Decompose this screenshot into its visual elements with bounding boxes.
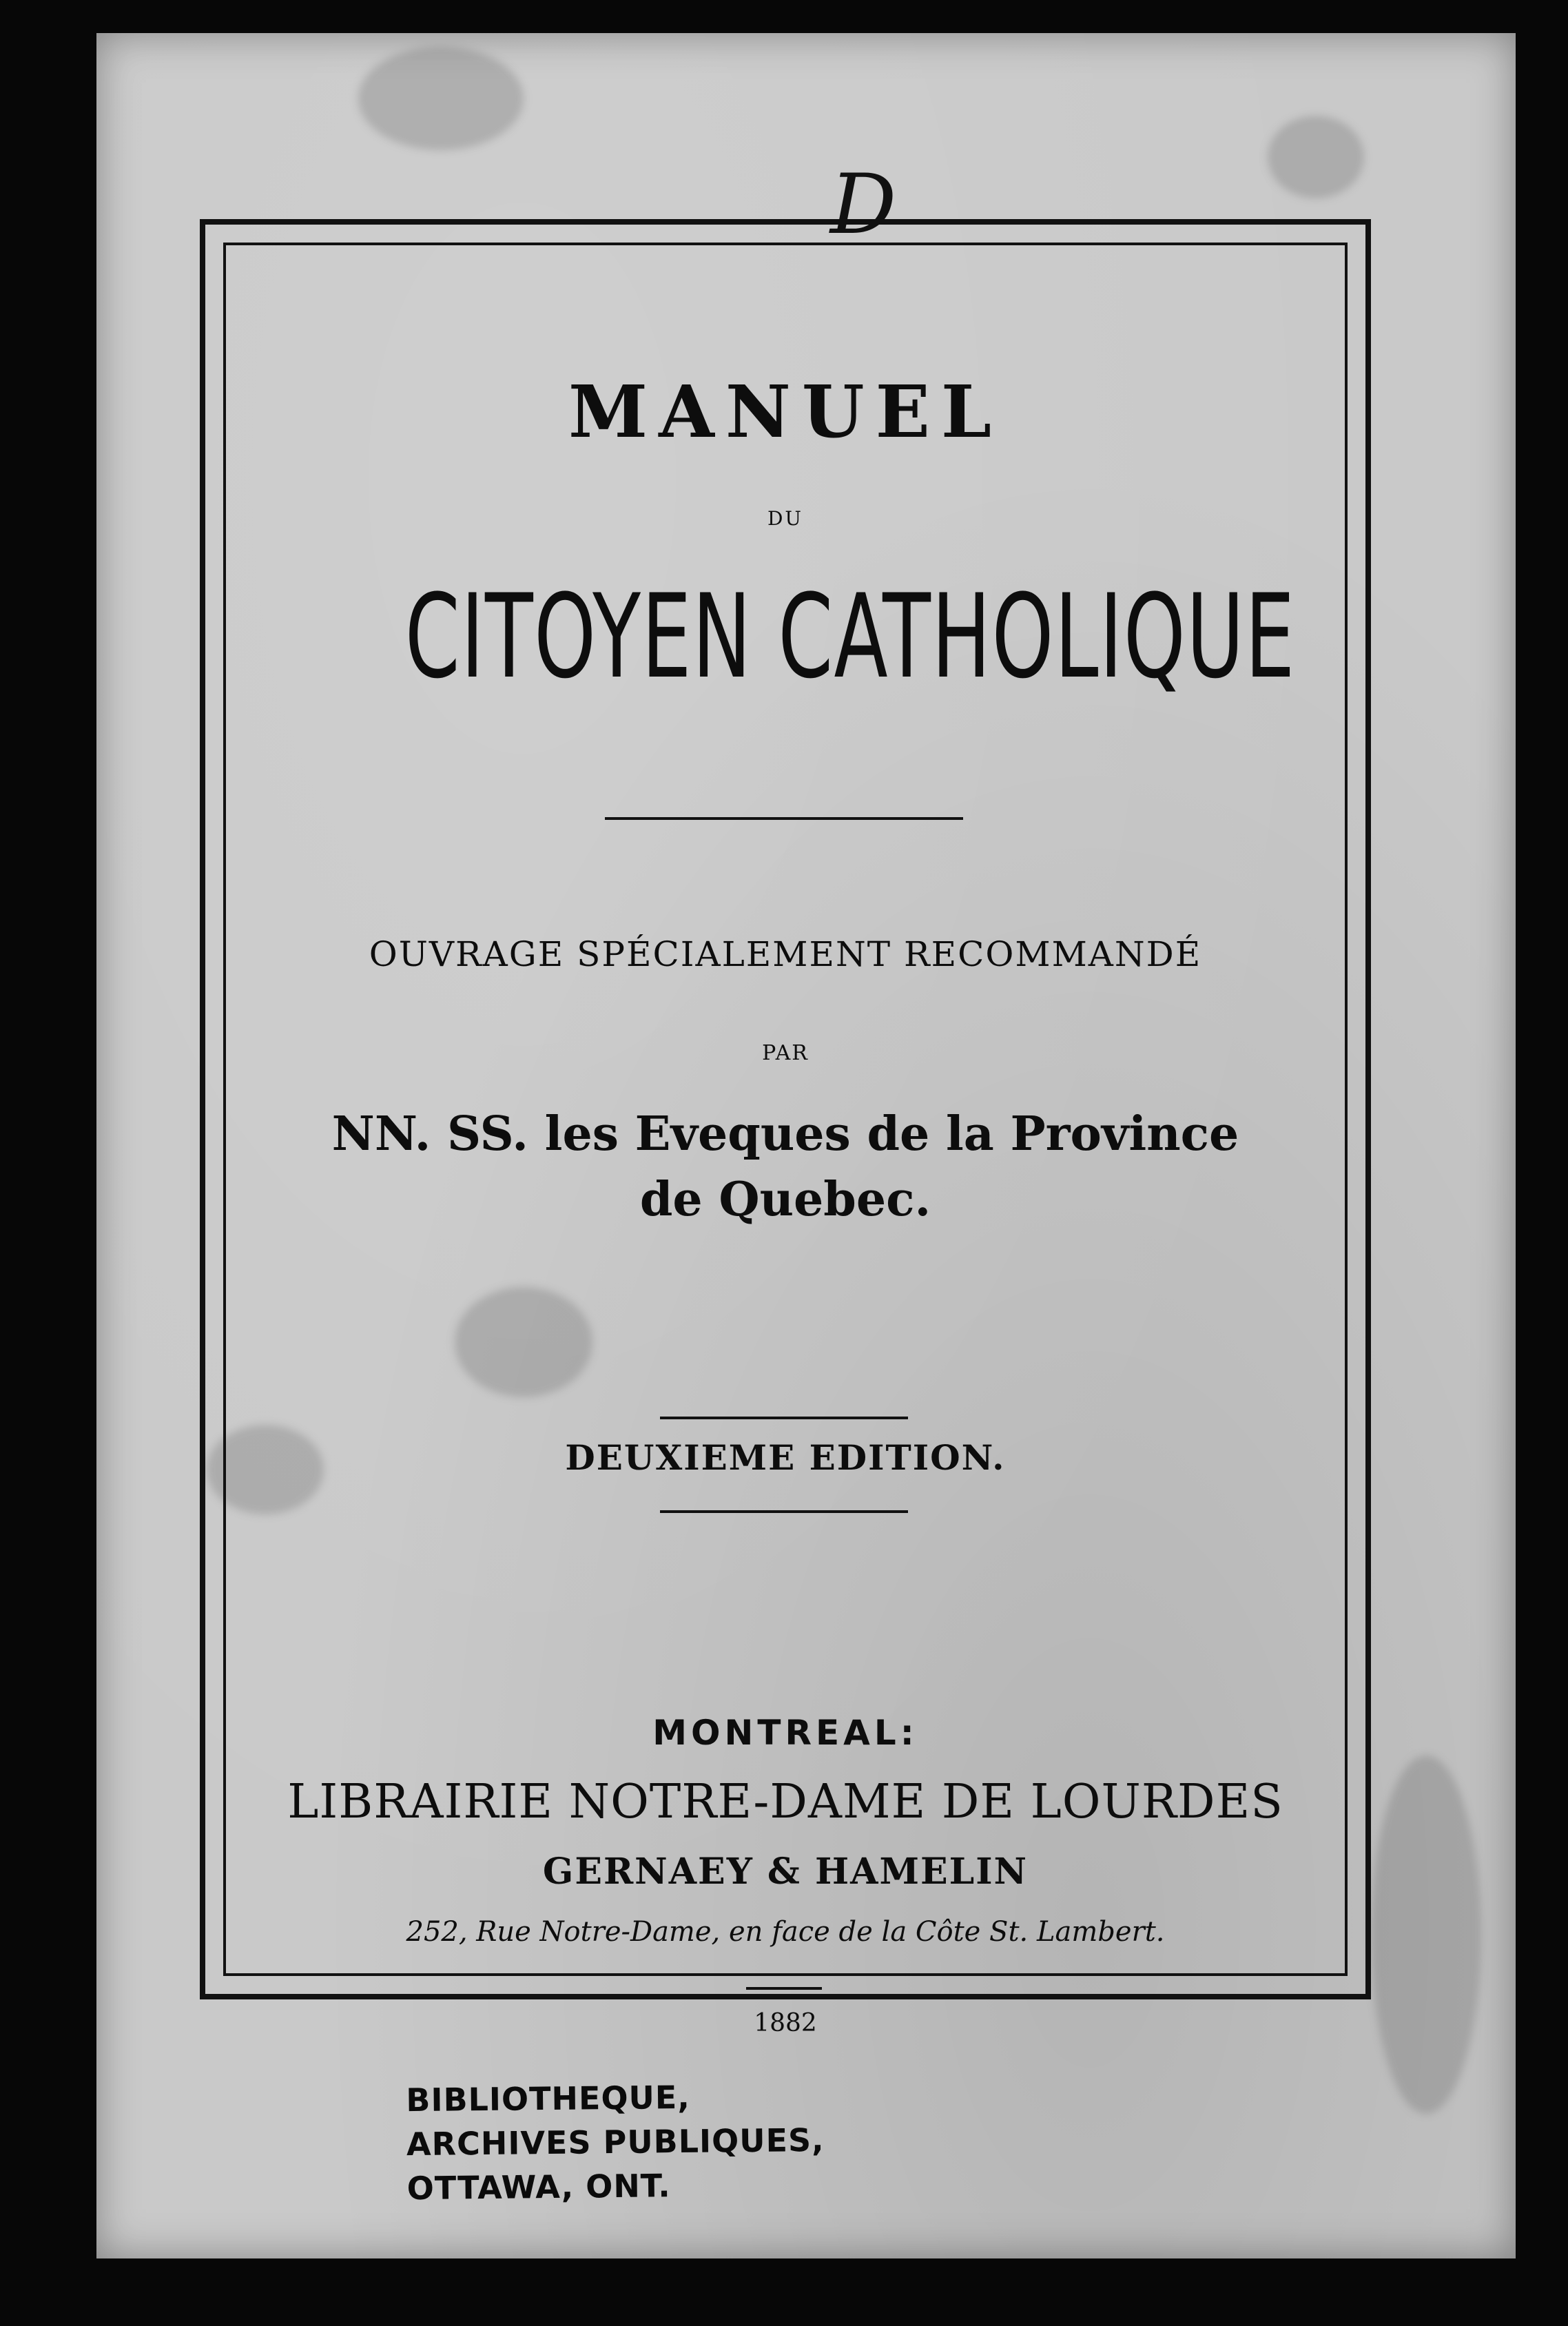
title-manuel: MANUEL [568,369,1002,454]
title-citoyen-catholique: CITOYEN CATHOLIQUE [404,569,1296,704]
stain [1268,116,1364,198]
year-line: 1882 [754,2009,817,2037]
endorsers-line1: NN. SS. les Eveques de la Province [331,1107,1239,1162]
publisher-names-line: GERNAEY & HAMELIN [542,1851,1029,1893]
publisher-line: LIBRAIRIE NOTRE-DAME DE LOURDES [287,1775,1283,1829]
recommendation-line: OUVRAGE SPÉCIALEMENT RECOMMANDÉ [369,934,1202,974]
edition-line: DEUXIEME EDITION. [565,1437,1006,1478]
edition-rule-top [660,1417,908,1419]
year-rule [746,1987,822,1990]
edition-rule-bottom [660,1510,908,1513]
title-connector: DU [767,507,804,530]
city-line: MONTREAL: [652,1713,918,1753]
endorsers-line2: de Quebec. [639,1172,931,1227]
stain [358,47,524,150]
book-cover [96,33,1516,2258]
handwritten-mark: D [830,157,897,253]
title-frame-inner [223,243,1348,2037]
address-line: 252, Rue Notre-Dame, en face de la Côte St. Lambert. [406,1916,1165,1948]
divider-rule [605,817,963,820]
stain [1371,1756,1481,2114]
stamp-line3: OTTAWA, ONT. [406,2167,671,2207]
stamp-line2: ARCHIVES PUBLIQUES, [406,2121,825,2163]
title-frame [200,219,1371,2037]
stamp-line1: BIBLIOTHEQUE, [406,2078,691,2119]
par-line: PAR [762,1041,809,1065]
library-stamp [406,2074,825,2210]
